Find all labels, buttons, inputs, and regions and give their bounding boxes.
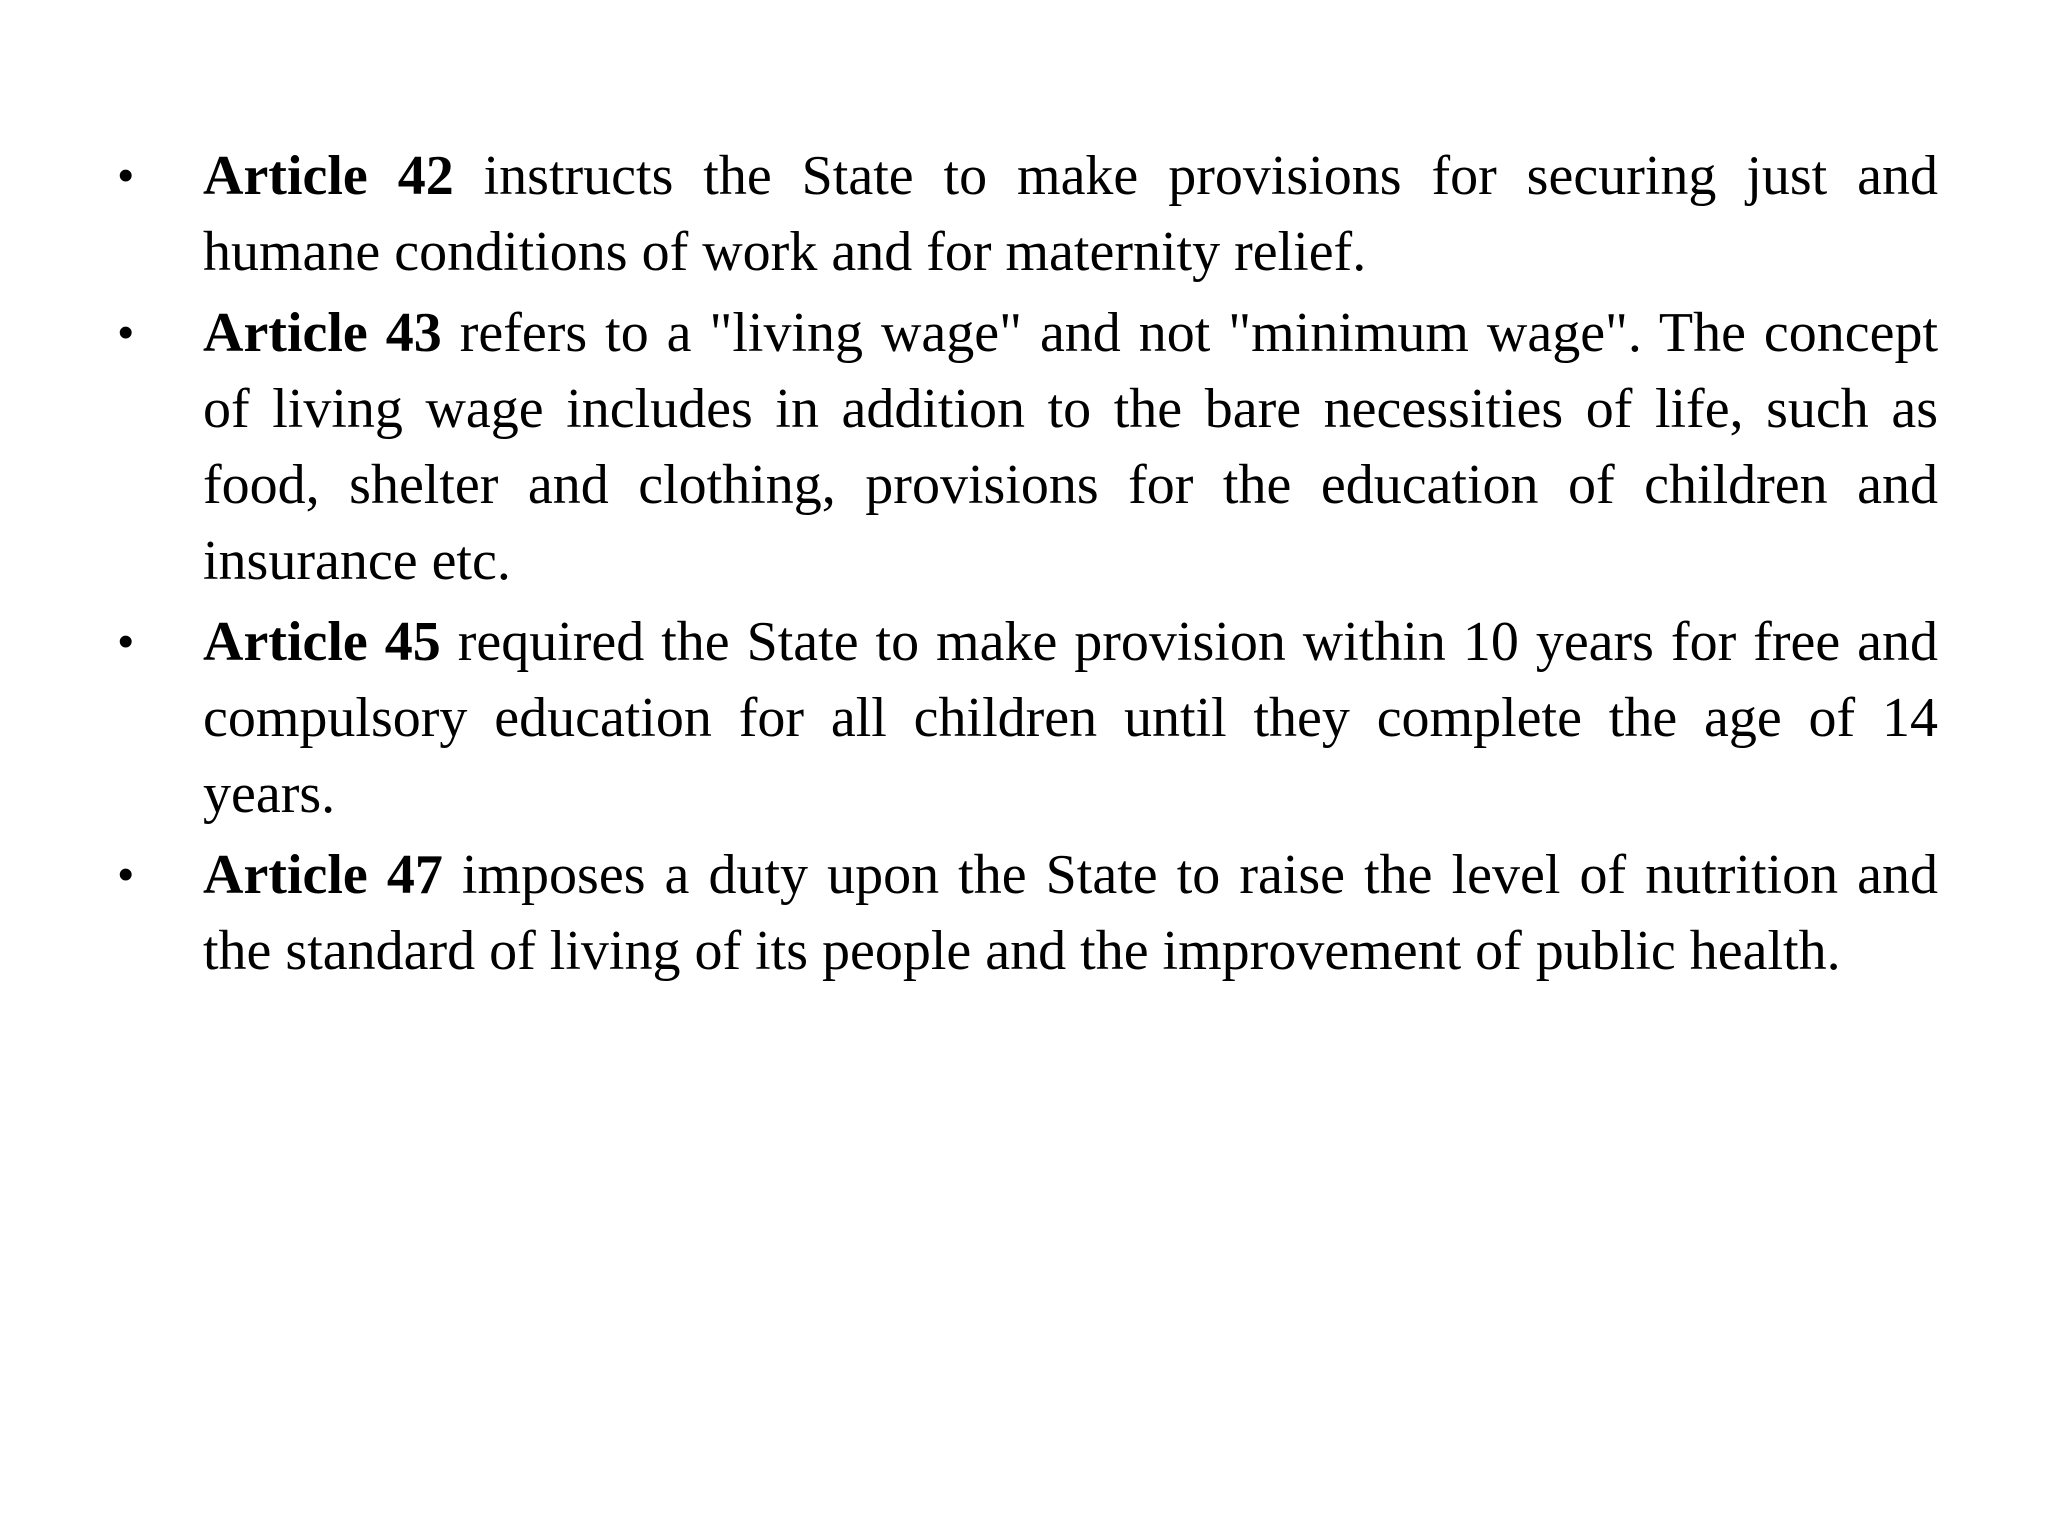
article-text: refers to a "living wage" and not "minimum wage". The concept of living wage includes in addition to the bare necessities of life, such as food, shelter and clothing, provisions for the education of children and insurance etc. — [203, 302, 1939, 592]
article-label: Article 45 — [203, 611, 441, 673]
bullet-article-45 — [118, 604, 1938, 832]
bullet-dot-icon: • — [118, 151, 134, 200]
bullet-dot-icon: • — [118, 617, 134, 666]
bullet-dot-icon: • — [118, 850, 134, 899]
bullet-article-43 — [118, 295, 1938, 599]
article-text: instructs the State to make provisions for securing just and humane conditions of work and for maternity relief. — [203, 145, 1939, 283]
article-text: required the State to make provision within 10 years for free and compulsory education for all children until they complete the age of 14 years. — [203, 611, 1938, 825]
article-label: Article 43 — [203, 302, 442, 364]
bullet-article-47 — [118, 837, 1938, 989]
article-bullet-list — [118, 138, 1938, 994]
article-label: Article 47 — [203, 844, 443, 906]
article-label: Article 42 — [203, 145, 454, 207]
bullet-dot-icon: • — [118, 308, 134, 357]
article-text: imposes a duty upon the State to raise the level of nutrition and the standard of living of its people and the improvement of public health. — [203, 844, 1938, 982]
bullet-article-42 — [118, 138, 1938, 290]
